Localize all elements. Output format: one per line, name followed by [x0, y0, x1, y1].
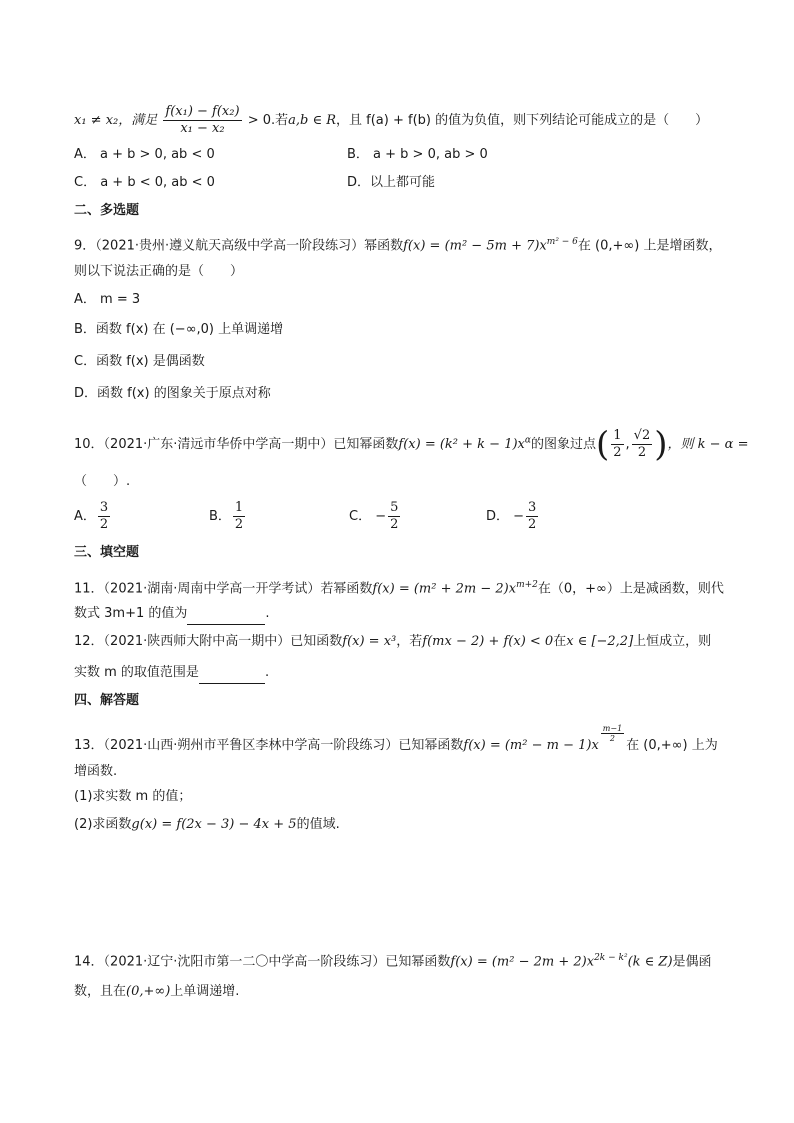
q13-stem-line2: 增函数.	[74, 764, 118, 779]
q8-option-a[interactable]: A． a + b > 0, ab < 0	[74, 147, 215, 162]
q9-stem-line2: 则以下说法正确的是（ ）	[74, 264, 244, 279]
q13-stem: 13．（2021·山西·朔州市平鲁区李林中学高一阶段练习）已知幂函数f(x) = (m² − m − 1)x $^{\frac{m-1}{2}}$ 在 (0,+∞) 上为	[74, 724, 718, 753]
q8-option-b[interactable]: B． a + b > 0, ab > 0	[347, 147, 488, 162]
section-title-fill-blank: 三、填空题	[74, 545, 140, 560]
q9-option-a[interactable]: A． m = 3	[74, 292, 141, 307]
q11-stem-line2: 数式 3m+1 的值为 .	[74, 604, 270, 625]
q13-part1: (1)求实数 m 的值；	[74, 789, 192, 804]
q9-stem: 9．（2021·贵州·遵义航天高级中学高一阶段练习）幂函数$f(x) = (m^2 - 5m + 7)x^{m^2 - 6}$在 (0,+∞) 上是增函数，	[74, 237, 722, 254]
q10-option-b[interactable]: B． $\frac{1}{2}$	[209, 500, 244, 532]
q8-option-c[interactable]: C． a + b < 0, ab < 0	[74, 175, 215, 190]
q10-option-c[interactable]: C． − $\frac{5}{2}$	[349, 500, 399, 532]
q8-stem: x₁ ≠ x₂，满足 $\frac{\text{f(x₁) − f(x₂)}}{\text{x₁ − x₂}}$ > 0.若a,b ∈ R，且 f(a) + f(b) 的值为负值，则下列结论可能成立的是（ ）	[74, 104, 709, 136]
q12-stem-line2: 实数 m 的取值范围是 .	[74, 663, 269, 684]
q8-fraction: $\frac{\text{f(x₁) − f(x₂)}}{\text{x₁ − x₂}}$	[165, 104, 240, 136]
q14-stem: 14．（2021·辽宁·沈阳市第一二〇中学高一阶段练习）已知幂函数$f(x) = (m^2 - 2m + 2)x^{2k - k^2}(k$ ∈ Z)是偶函	[74, 953, 712, 970]
q10-option-a[interactable]: A． $\frac{3}{2}$	[74, 500, 109, 532]
q12-answer-blank[interactable]	[199, 663, 265, 684]
q11-stem: 11．（2021·湖南·周南中学高一开学考试）若幂函数$f(x) = (m^2 + 2m - 2)x^{m+2}$在（0，+∞）上是减函数，则代	[74, 580, 724, 597]
q10-stem-line2: （ ）.	[74, 474, 131, 489]
section-title-multi-choice: 二、多选题	[74, 203, 140, 218]
q13-part2: (2)求函数g(x) = f(2x − 3) − 4x + 5的值域.	[74, 817, 340, 832]
q10-option-d[interactable]: D． − $\frac{3}{2}$	[486, 500, 537, 532]
q9-option-c[interactable]: C．函数 f(x) 是偶函数	[74, 354, 205, 369]
q9-option-b[interactable]: B．函数 f(x) 在 (−∞,0) 上单调递增	[74, 322, 284, 337]
q11-answer-blank[interactable]	[187, 604, 265, 625]
section-title-solution: 四、解答题	[74, 693, 140, 708]
q8-option-d[interactable]: D．以上都可能	[347, 175, 436, 190]
q12-stem: 12．（2021·陕西师大附中高一期中）已知函数f(x) = x³，若f(mx − 2) + f(x) < 0在x ∈ [−2,2]上恒成立，则	[74, 634, 712, 649]
q9-option-d[interactable]: D．函数 f(x) 的图象关于原点对称	[74, 386, 271, 401]
q10-stem: 10．（2021·广东·清远市华侨中学高一期中）已知幂函数$f(x) = (k^2 + k - 1)x^\alpha$的图象过点( $\frac{1}{2}$ , $\frac{√2}{2}$ )，则 k − α =	[74, 424, 749, 465]
q14-stem-line2: 数，且在(0,+∞)上单调递增.	[74, 984, 240, 999]
